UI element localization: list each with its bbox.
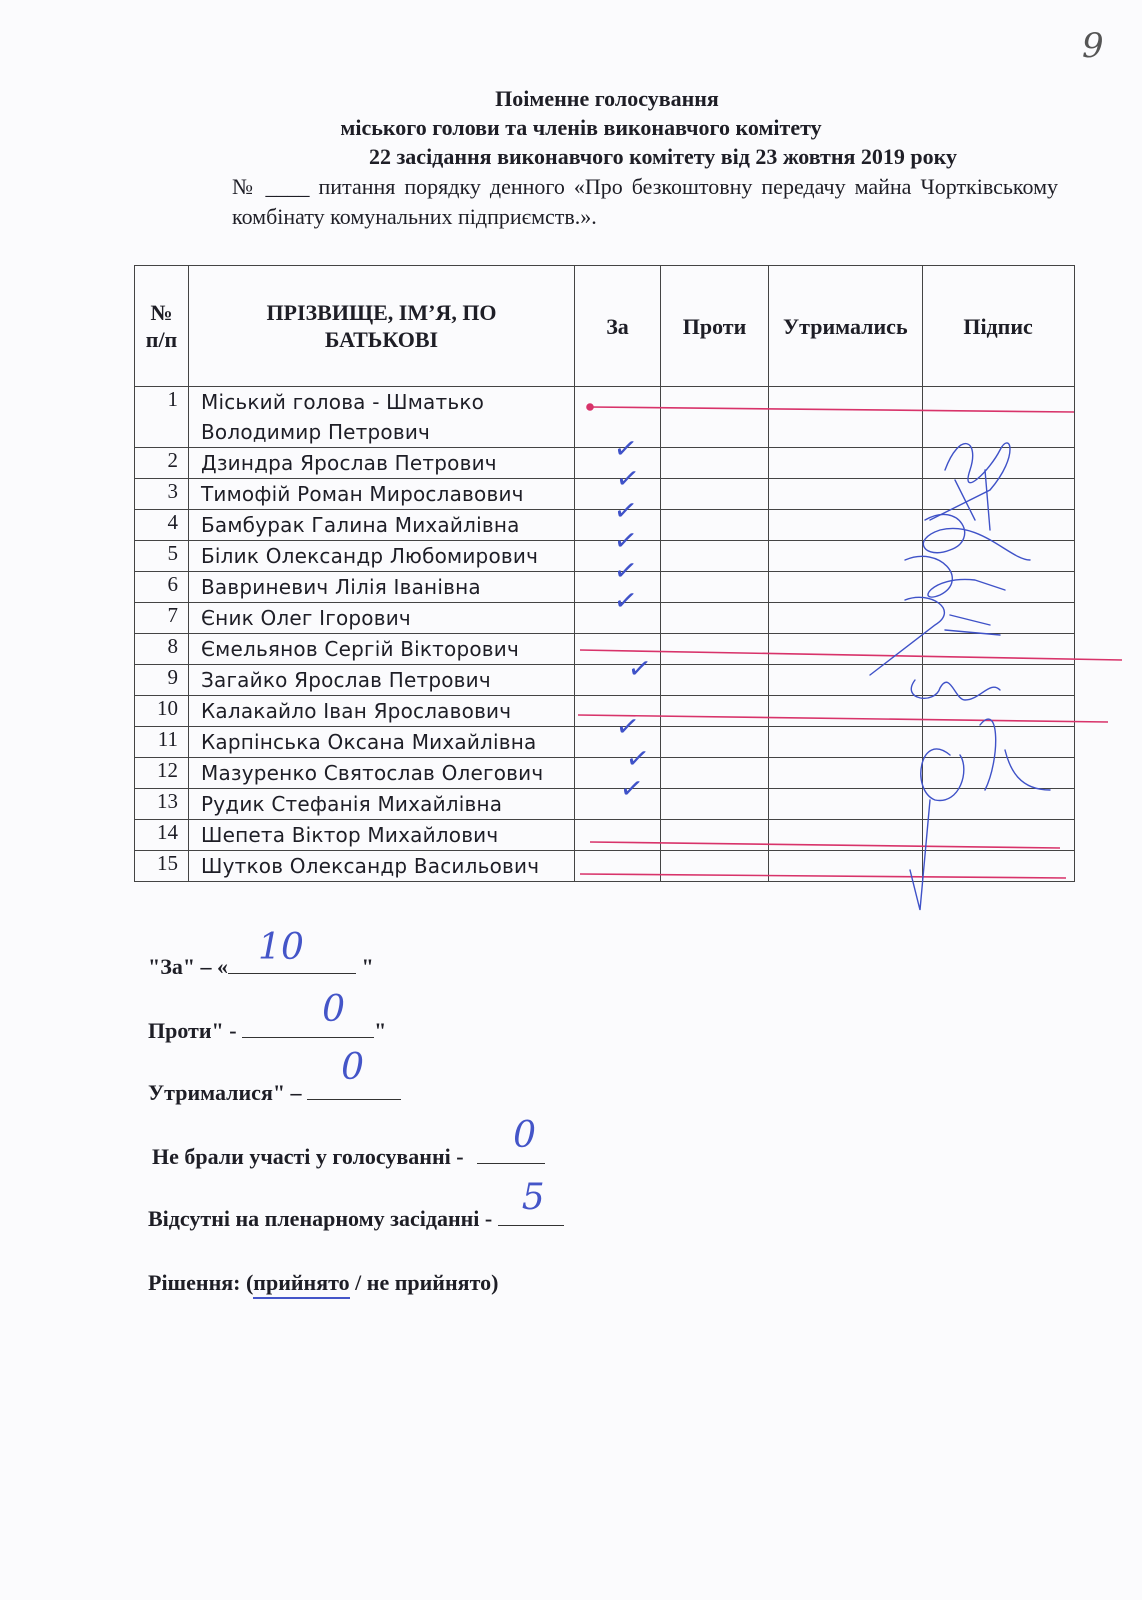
member-name: Шутков Олександр Васильович: [189, 851, 575, 882]
member-name: Міський голова - Шматько Володимир Петрович: [189, 387, 575, 448]
cell-abstained: [769, 572, 923, 603]
row-number: 5: [135, 541, 189, 572]
header-num: № п/п: [135, 266, 189, 387]
summary-against: Проти" - 0 ": [148, 989, 387, 1043]
cell-abstained: [769, 541, 923, 572]
header-against: Проти: [661, 266, 769, 387]
row-number: 9: [135, 665, 189, 696]
meeting-info: 22 засідання виконавчого комітету від 23 жовтня 2019 року: [368, 144, 958, 169]
cell-against: [661, 603, 769, 634]
cell-signature: [922, 572, 1074, 603]
member-name: Загайко Ярослав Петрович: [189, 665, 575, 696]
document-title: Поіменне голосування: [495, 86, 719, 111]
row-number: 15: [135, 851, 189, 882]
cell-signature: [922, 387, 1074, 448]
cell-against: [661, 789, 769, 820]
handwritten-abstained-count: 0: [341, 1047, 364, 1088]
cell-abstained: [769, 479, 923, 510]
cell-signature: [922, 665, 1074, 696]
cell-signature: [922, 510, 1074, 541]
table-row: [135, 387, 1075, 448]
handwritten-absent-count: 5: [521, 1177, 545, 1218]
table-row: [135, 665, 1075, 696]
member-name: Калакайло Іван Ярославович: [189, 696, 575, 727]
cell-signature: [922, 634, 1074, 665]
table-row: [135, 634, 1075, 665]
document-subtitle: міського голови та членів виконавчого комітету: [340, 115, 822, 140]
cell-signature: [922, 727, 1074, 758]
cell-abstained: [769, 851, 923, 882]
cell-against: [661, 665, 769, 696]
table-row: [135, 603, 1075, 634]
member-name: Бамбурак Галина Михайлівна: [189, 510, 575, 541]
cell-signature: [922, 696, 1074, 727]
member-name: Дзиндра Ярослав Петрович: [189, 448, 575, 479]
cell-abstained: [769, 387, 923, 448]
row-number: 6: [135, 572, 189, 603]
cell-abstained: [769, 696, 923, 727]
cell-against: [661, 510, 769, 541]
agenda-topic: «Про безкоштовну передачу майна Чортківському комбінату комунальних підприємств.».: [232, 174, 1058, 229]
cell-abstained: [769, 510, 923, 541]
member-name: Шепета Віктор Михайлович: [189, 820, 575, 851]
cell-abstained: [769, 789, 923, 820]
vote-for-check-icon: ✓: [611, 582, 640, 619]
handwritten-against-count: 0: [322, 989, 345, 1030]
page-number: 9: [1082, 26, 1104, 66]
member-name: Мазуренко Святослав Олегович: [189, 758, 575, 789]
member-name: Єник Олег Ігорович: [189, 603, 575, 634]
cell-abstained: [769, 448, 923, 479]
cell-against: [661, 696, 769, 727]
decision-rejected: не прийнято: [366, 1270, 492, 1295]
table-row: [135, 789, 1075, 820]
vote-for-check-icon: ✓: [611, 492, 640, 529]
cell-signature: [922, 603, 1074, 634]
table-header-row: [135, 266, 1075, 387]
cell-abstained: [769, 727, 923, 758]
header-abstained: Утримались: [769, 266, 923, 387]
vote-for-check-icon: ✓: [613, 460, 642, 497]
cell-against: [661, 479, 769, 510]
table-row: [135, 510, 1075, 541]
vote-for-check-icon: ✓: [611, 522, 640, 559]
vote-for-check-icon: ✓: [617, 770, 646, 807]
cell-abstained: [769, 634, 923, 665]
row-number: 12: [135, 758, 189, 789]
row-number: 14: [135, 820, 189, 851]
vote-for-check-icon: ✓: [623, 740, 652, 777]
vote-for-check-icon: ✓: [611, 430, 640, 467]
cell-abstained: [769, 758, 923, 789]
agenda-item: [232, 172, 1058, 232]
summary-not-participated: Не брали участі у голосуванні - 0: [152, 1144, 545, 1170]
row-number: 7: [135, 603, 189, 634]
table-row: [135, 696, 1075, 727]
decision-accepted: прийнято: [253, 1270, 349, 1299]
table-row: [135, 727, 1075, 758]
cell-against: [661, 634, 769, 665]
cell-abstained: [769, 820, 923, 851]
cell-abstained: [769, 603, 923, 634]
cell-against: [661, 727, 769, 758]
cell-for: [575, 820, 661, 851]
summary-for: "За" – « 10 ": [148, 927, 374, 979]
summary-abstained: Утрималися" – 0: [148, 1080, 401, 1106]
summary-decision: Рішення: (прийнято / не прийнято): [148, 1270, 498, 1296]
row-number: 3: [135, 479, 189, 510]
row-number: 4: [135, 510, 189, 541]
cell-abstained: [769, 665, 923, 696]
cell-signature: [922, 758, 1074, 789]
member-name: Тимофій Роман Мирославович: [189, 479, 575, 510]
vote-for-check-icon: ✓: [611, 552, 640, 589]
row-number: 1: [135, 387, 189, 448]
cell-against: [661, 572, 769, 603]
cell-signature: [922, 541, 1074, 572]
cell-for: [575, 851, 661, 882]
cell-signature: [922, 851, 1074, 882]
member-name: Вавриневич Лілія Іванівна: [189, 572, 575, 603]
handwritten-not-participated-count: 0: [513, 1115, 536, 1156]
table-row: [135, 758, 1075, 789]
row-number: 8: [135, 634, 189, 665]
table-row: [135, 541, 1075, 572]
roll-call-table: [134, 265, 1075, 882]
vote-for-check-icon: ✓: [625, 650, 654, 687]
table-row: [135, 851, 1075, 882]
cell-for: [575, 789, 661, 820]
cell-against: [661, 387, 769, 448]
header-signature: Підпис: [922, 266, 1074, 387]
cell-against: [661, 820, 769, 851]
member-name: Рудик Стефанія Михайлівна: [189, 789, 575, 820]
row-number: 10: [135, 696, 189, 727]
member-name: Ємельянов Сергій Вікторович: [189, 634, 575, 665]
table-row: [135, 448, 1075, 479]
cell-against: [661, 448, 769, 479]
handwritten-for-count: 10: [258, 927, 304, 968]
table-row: [135, 479, 1075, 510]
cell-against: [661, 851, 769, 882]
member-name: Білик Олександр Любомирович: [189, 541, 575, 572]
vote-for-check-icon: ✓: [613, 708, 642, 745]
agenda-prefix: № ____ питання порядку денного: [232, 174, 565, 199]
cell-signature: [922, 789, 1074, 820]
cell-signature: [922, 479, 1074, 510]
table-row: [135, 572, 1075, 603]
cell-signature: [922, 448, 1074, 479]
summary-absent: Відсутні на пленарному засіданні - 5: [148, 1206, 564, 1232]
header-name: ПРІЗВИЩЕ, ІМ’Я, ПО БАТЬКОВІ: [189, 266, 575, 387]
table-row: [135, 820, 1075, 851]
cell-against: [661, 541, 769, 572]
cell-against: [661, 758, 769, 789]
header-for: За: [575, 266, 661, 387]
cell-signature: [922, 820, 1074, 851]
member-name: Карпінська Оксана Михайлівна: [189, 727, 575, 758]
row-number: 13: [135, 789, 189, 820]
row-number: 11: [135, 727, 189, 758]
row-number: 2: [135, 448, 189, 479]
